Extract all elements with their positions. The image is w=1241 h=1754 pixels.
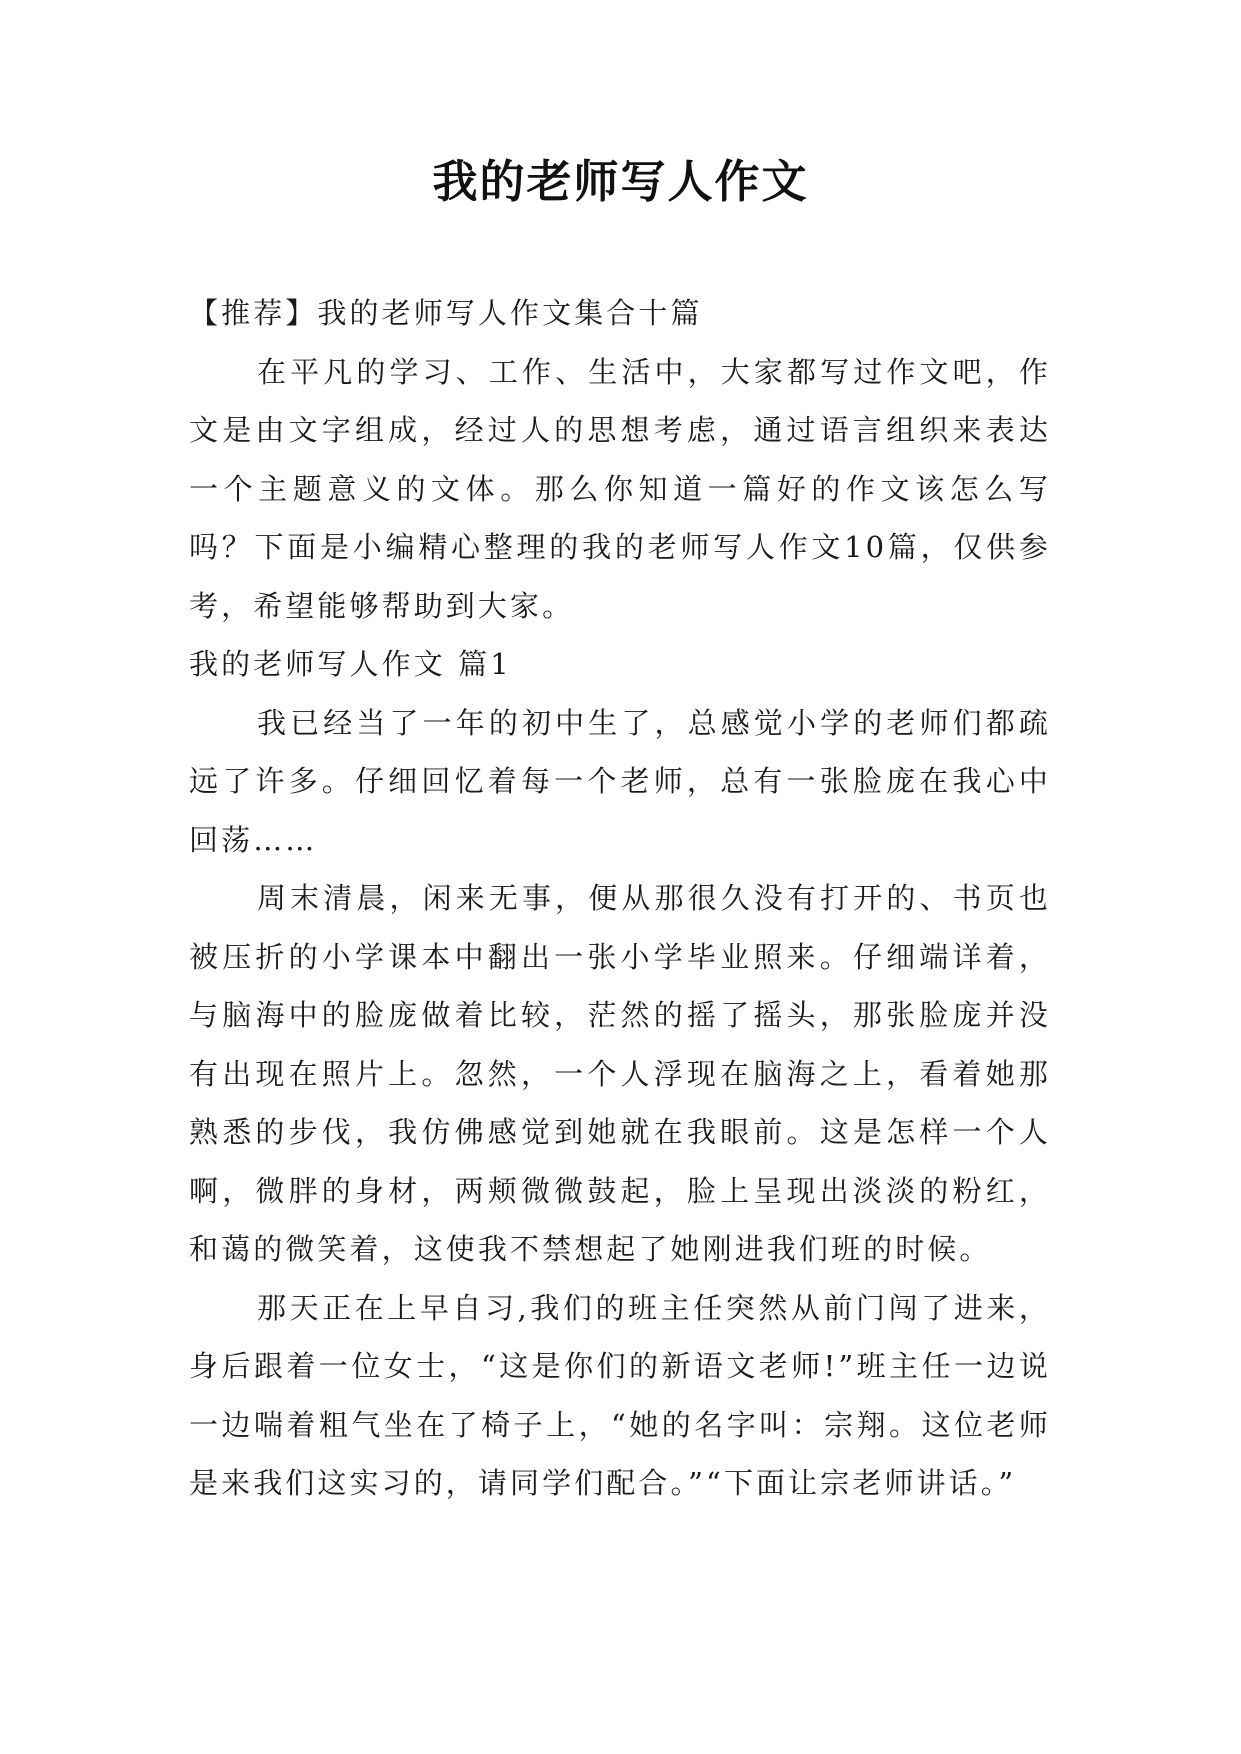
body-paragraph: 那天正在上早自习,我们的班主任突然从前门闯了进来，身后跟着一位女士，“这是你们的新语文老师!”班主任一边说一边喘着粗气坐在了椅子上，“她的名字叫：宗翔。这位老师是来我们这实习的，请同学们配合。”“下面让宗老师讲话。” xyxy=(189,1290,1051,1500)
section-heading: 我的老师写人作文 篇1 xyxy=(189,647,512,681)
intro-paragraph: 在平凡的学习、工作、生活中，大家都写过作文吧，作文是由文字组成，经过人的思想考虑，通过语言组织来表达一个主题意义的文体。那么你知道一篇好的作文该怎么写吗？下面是小编精心整理的我的老师写人作文10篇，仅供参考，希望能够帮助到大家。 xyxy=(189,354,1051,623)
document-title: 我的老师写人作文 xyxy=(432,155,809,208)
body-paragraph: 我已经当了一年的初中生了，总感觉小学的老师们都疏远了许多。仔细回忆着每一个老师，总有一张脸庞在我心中回荡…… xyxy=(189,705,1051,857)
document-body xyxy=(189,284,1051,1513)
body-paragraph: 周末清晨，闲来无事，便从那很久没有打开的、书页也被压折的小学课本中翻出一张小学毕业照来。仔细端详着，与脑海中的脸庞做着比较，茫然的摇了摇头，那张脸庞并没有出现在照片上。忽然，一个人浮现在脑海之上，看着她那熟悉的步伐，我仿佛感觉到她就在我眼前。这是怎样一个人啊，微胖的身材，两颊微微鼓起，脸上呈现出淡淡的粉红，和蔼的微笑着，这使我不禁想起了她刚进我们班的时候。 xyxy=(189,881,1051,1266)
intro-heading: 【推荐】我的老师写人作文集合十篇 xyxy=(189,296,703,330)
